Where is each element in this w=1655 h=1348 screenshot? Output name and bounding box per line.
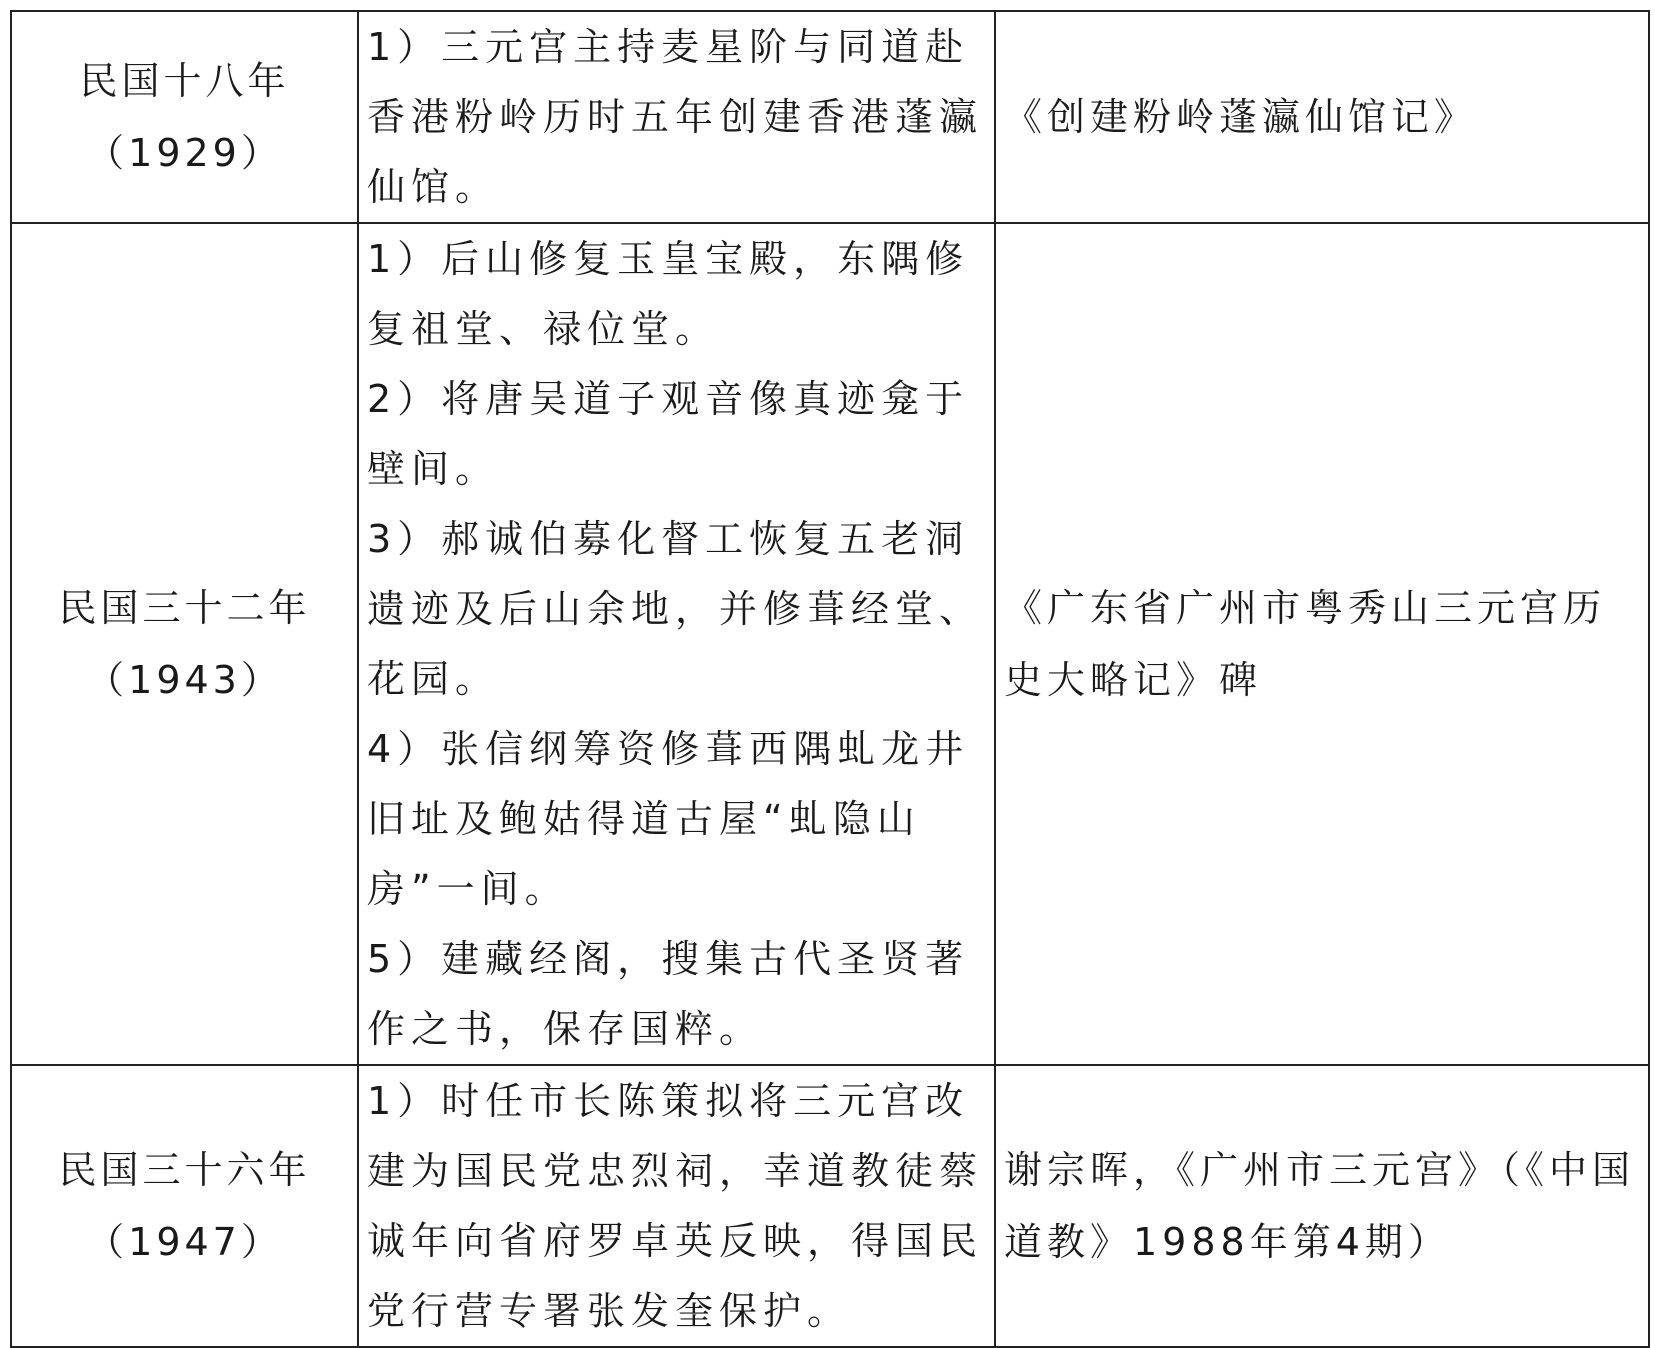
history-table bbox=[10, 10, 1650, 1348]
events-cell bbox=[358, 223, 995, 1065]
period-cell bbox=[11, 223, 358, 1065]
source-cell bbox=[995, 1065, 1649, 1347]
table-row bbox=[11, 11, 1649, 223]
source-text: 谢宗晖，《广州市三元宫》（《中国道教》1988年第4期） bbox=[1004, 1148, 1636, 1264]
era-label: 民国三十二年 bbox=[58, 586, 311, 630]
event-item: 4）张信纲筹资修葺西隅虬龙井旧址及鲍姑得道古屋“虬隐山房”一间。 bbox=[367, 727, 970, 911]
year-label: （1943） bbox=[86, 658, 283, 702]
period-cell bbox=[11, 11, 358, 223]
era-label: 民国十八年 bbox=[79, 59, 290, 103]
event-item: 1）三元宫主持麦星阶与同道赴香港粉岭历时五年创建香港蓬瀛仙馆。 bbox=[367, 25, 984, 209]
source-cell bbox=[995, 11, 1649, 223]
period-cell bbox=[11, 1065, 358, 1347]
event-item: 1）时任市长陈策拟将三元宫改建为国民党忠烈祠，幸道教徒蔡诚年向省府罗卓英反映，得国民党行营专署张发奎保护。 bbox=[367, 1079, 984, 1333]
source-text: 《广东省广州市粤秀山三元宫历史大略记》碑 bbox=[1004, 586, 1607, 702]
event-item: 5）建藏经阁，搜集古代圣贤著作之书，保存国粹。 bbox=[367, 937, 970, 1051]
table-row bbox=[11, 223, 1649, 1065]
event-item: 1）后山修复玉皇宝殿，东隅修复祖堂、禄位堂。 bbox=[367, 237, 970, 351]
era-label: 民国三十六年 bbox=[58, 1148, 311, 1192]
year-label: （1947） bbox=[86, 1220, 283, 1264]
events-cell bbox=[358, 11, 995, 223]
year-label: （1929） bbox=[86, 131, 283, 175]
source-text: 《创建粉岭蓬瀛仙馆记》 bbox=[1004, 95, 1478, 139]
events-cell bbox=[358, 1065, 995, 1347]
event-item: 3）郝诚伯募化督工恢复五老洞遗迹及后山余地，并修葺经堂、花园。 bbox=[367, 517, 984, 701]
event-item: 2）将唐吴道子观音像真迹龛于壁间。 bbox=[367, 377, 970, 491]
source-cell bbox=[995, 223, 1649, 1065]
table-row bbox=[11, 1065, 1649, 1347]
